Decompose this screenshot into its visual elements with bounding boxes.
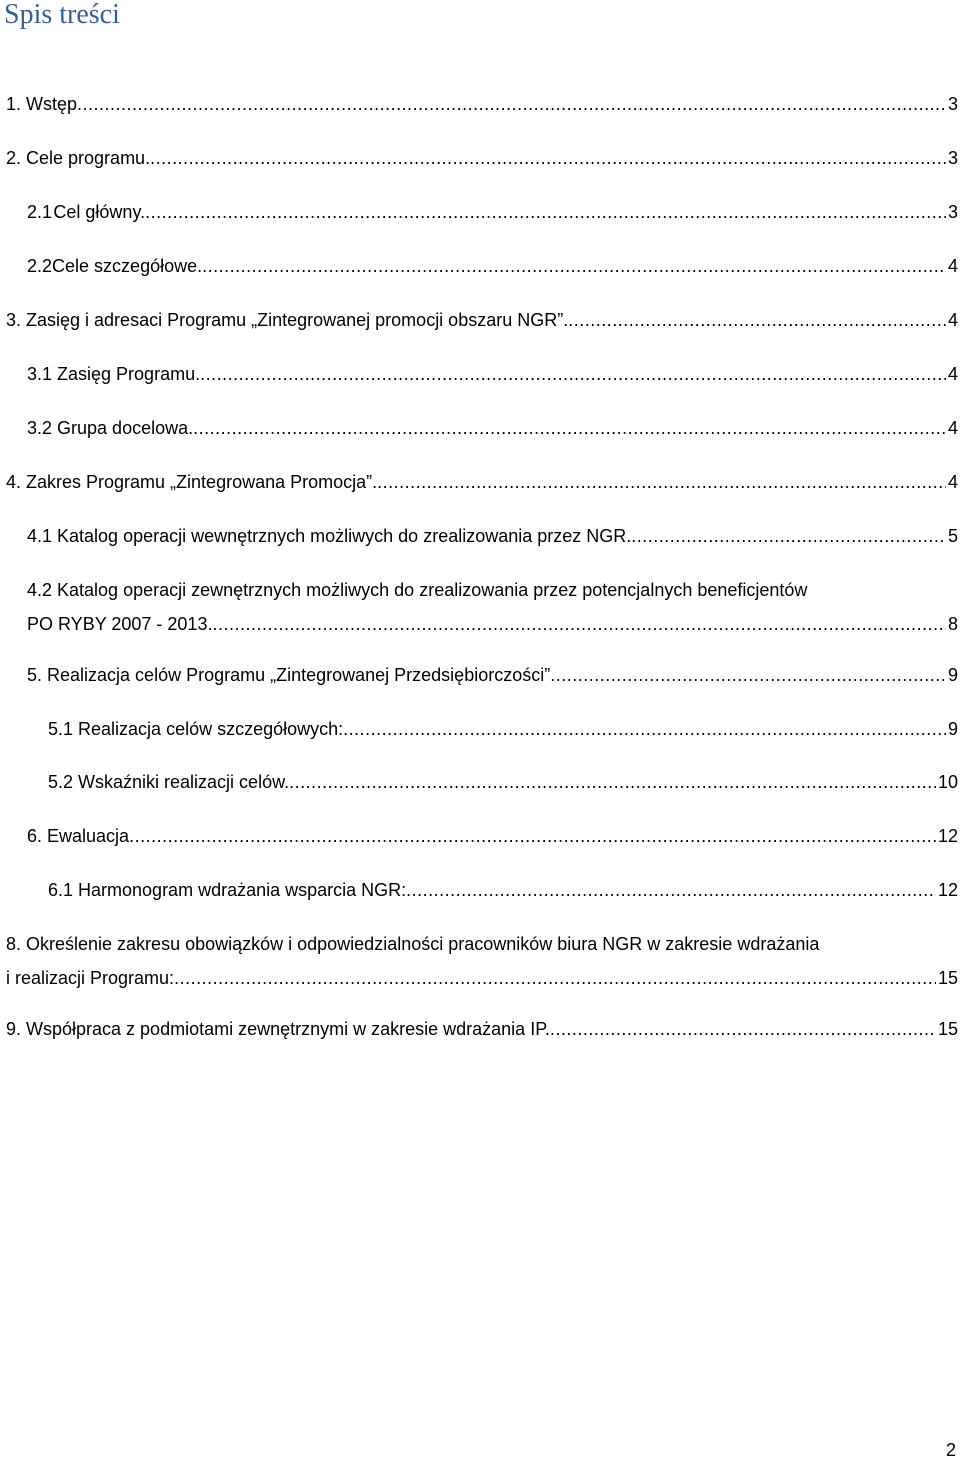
toc-page-number: 15	[937, 968, 958, 988]
toc-page-number: 12	[937, 880, 958, 900]
toc-entry-8[interactable]	[6, 931, 958, 991]
toc-entry-3-1[interactable]	[27, 361, 958, 387]
toc-leader	[193, 415, 946, 441]
toc-entry-label: 2. Cele programu.	[6, 148, 151, 168]
toc-entry-2-1[interactable]	[27, 199, 958, 225]
toc-entry-label: 5.1 Realizacja celów szczegółowych:	[48, 719, 344, 739]
toc-page-number: 3	[947, 148, 958, 168]
toc-page-number: 8	[947, 614, 958, 634]
toc-entry-2[interactable]	[6, 145, 958, 171]
toc-page-number: 10	[937, 772, 958, 792]
toc-page-number: 5	[947, 526, 958, 546]
toc-entry-5[interactable]	[27, 662, 958, 688]
toc-entry-4[interactable]	[6, 469, 958, 495]
toc-entry-6[interactable]	[27, 823, 958, 849]
toc-entry-5-1[interactable]	[48, 716, 958, 742]
toc-leader	[174, 965, 936, 991]
toc-leader	[202, 253, 946, 279]
toc-entry-label-line1: 8. Określenie zakresu obowiązków i odpowiedzialności pracowników biura NGR w zakresie wdrażania	[6, 934, 820, 954]
toc-leader	[289, 769, 936, 795]
toc-entry-label: 4. Zakres Programu „Zintegrowana Promocja”.	[6, 472, 378, 492]
toc-leader	[212, 611, 946, 637]
toc-entry-6-1[interactable]	[48, 877, 958, 903]
toc-entry-label-line1: 4.2 Katalog operacji zewnętrznych możliwych do zrealizowania przez potencjalnych beneficjentów	[27, 580, 808, 600]
toc-entry-label: 9. Współpraca z podmiotami zewnętrznymi w zakresie wdrażania IP.	[6, 1019, 550, 1039]
toc-leader	[631, 523, 946, 549]
toc-entry-1[interactable]	[6, 91, 958, 117]
toc-entry-label: 5.2 Wskaźniki realizacji celów.	[48, 772, 290, 792]
toc-page-number: 4	[947, 472, 958, 492]
toc-leader	[150, 145, 946, 171]
toc-entry-3-2[interactable]	[27, 415, 958, 441]
toc-entry-number: 2.1	[27, 202, 53, 222]
toc-page-number: 4	[947, 256, 958, 276]
toc-entry-label: PO RYBY 2007 - 2013.	[27, 614, 213, 634]
toc-leader	[568, 307, 946, 333]
toc-entry-3[interactable]	[6, 307, 958, 333]
toc-leader	[200, 361, 946, 387]
toc-leader	[145, 199, 946, 225]
toc-entry-5-2[interactable]	[48, 769, 958, 795]
toc-entry-2-2[interactable]	[27, 253, 958, 279]
toc-page-number: 4	[947, 364, 958, 384]
toc-leader	[129, 823, 936, 849]
toc-entry-label: 6. Ewaluacja	[27, 826, 130, 846]
toc-entry-label: 3.2 Grupa docelowa.	[27, 418, 194, 438]
toc-entry-label: Cel główny.	[53, 202, 146, 222]
toc-entry-label: 6.1 Harmonogram wdrażania wsparcia NGR:	[48, 880, 407, 900]
toc-entry-9[interactable]	[6, 1016, 958, 1042]
toc-title: Spis treści	[4, 0, 120, 30]
toc-entry-label: 3. Zasięg i adresaci Programu „Zintegrowanej promocji obszaru NGR”.	[6, 310, 569, 330]
toc-entry-label: 5. Realizacja celów Programu „Zintegrowanej Przedsiębiorczości”	[27, 665, 551, 685]
toc-page-number: 4	[947, 310, 958, 330]
footer-page-number: 2	[945, 1440, 956, 1460]
toc-leader	[77, 91, 946, 117]
toc-leader	[550, 1016, 936, 1042]
toc-entry-label: Cele szczegółowe.	[52, 256, 203, 276]
toc-leader	[377, 469, 946, 495]
toc-leader	[550, 662, 946, 688]
toc-page-number: 15	[937, 1019, 958, 1039]
toc-page-number: 3	[947, 202, 958, 222]
toc-entry-label: i realizacji Programu:	[6, 968, 175, 988]
toc-entry-number: 2.2	[27, 256, 53, 276]
toc-page-number: 3	[947, 94, 958, 114]
toc-page-number: 9	[947, 719, 958, 739]
toc-page-number: 12	[937, 826, 958, 846]
toc-entry-label: 3.1 Zasięg Programu.	[27, 364, 201, 384]
toc-page-number: 9	[947, 665, 958, 685]
toc-leader	[343, 716, 946, 742]
toc-entry-label: 4.1 Katalog operacji wewnętrznych możliwych do zrealizowania przez NGR.	[27, 526, 632, 546]
toc-entry-label: 1. Wstęp	[6, 94, 78, 114]
toc-entry-4-2[interactable]	[27, 577, 958, 637]
toc-page-number: 4	[947, 418, 958, 438]
toc-entry-4-1[interactable]	[27, 523, 958, 549]
toc-leader	[406, 877, 936, 903]
